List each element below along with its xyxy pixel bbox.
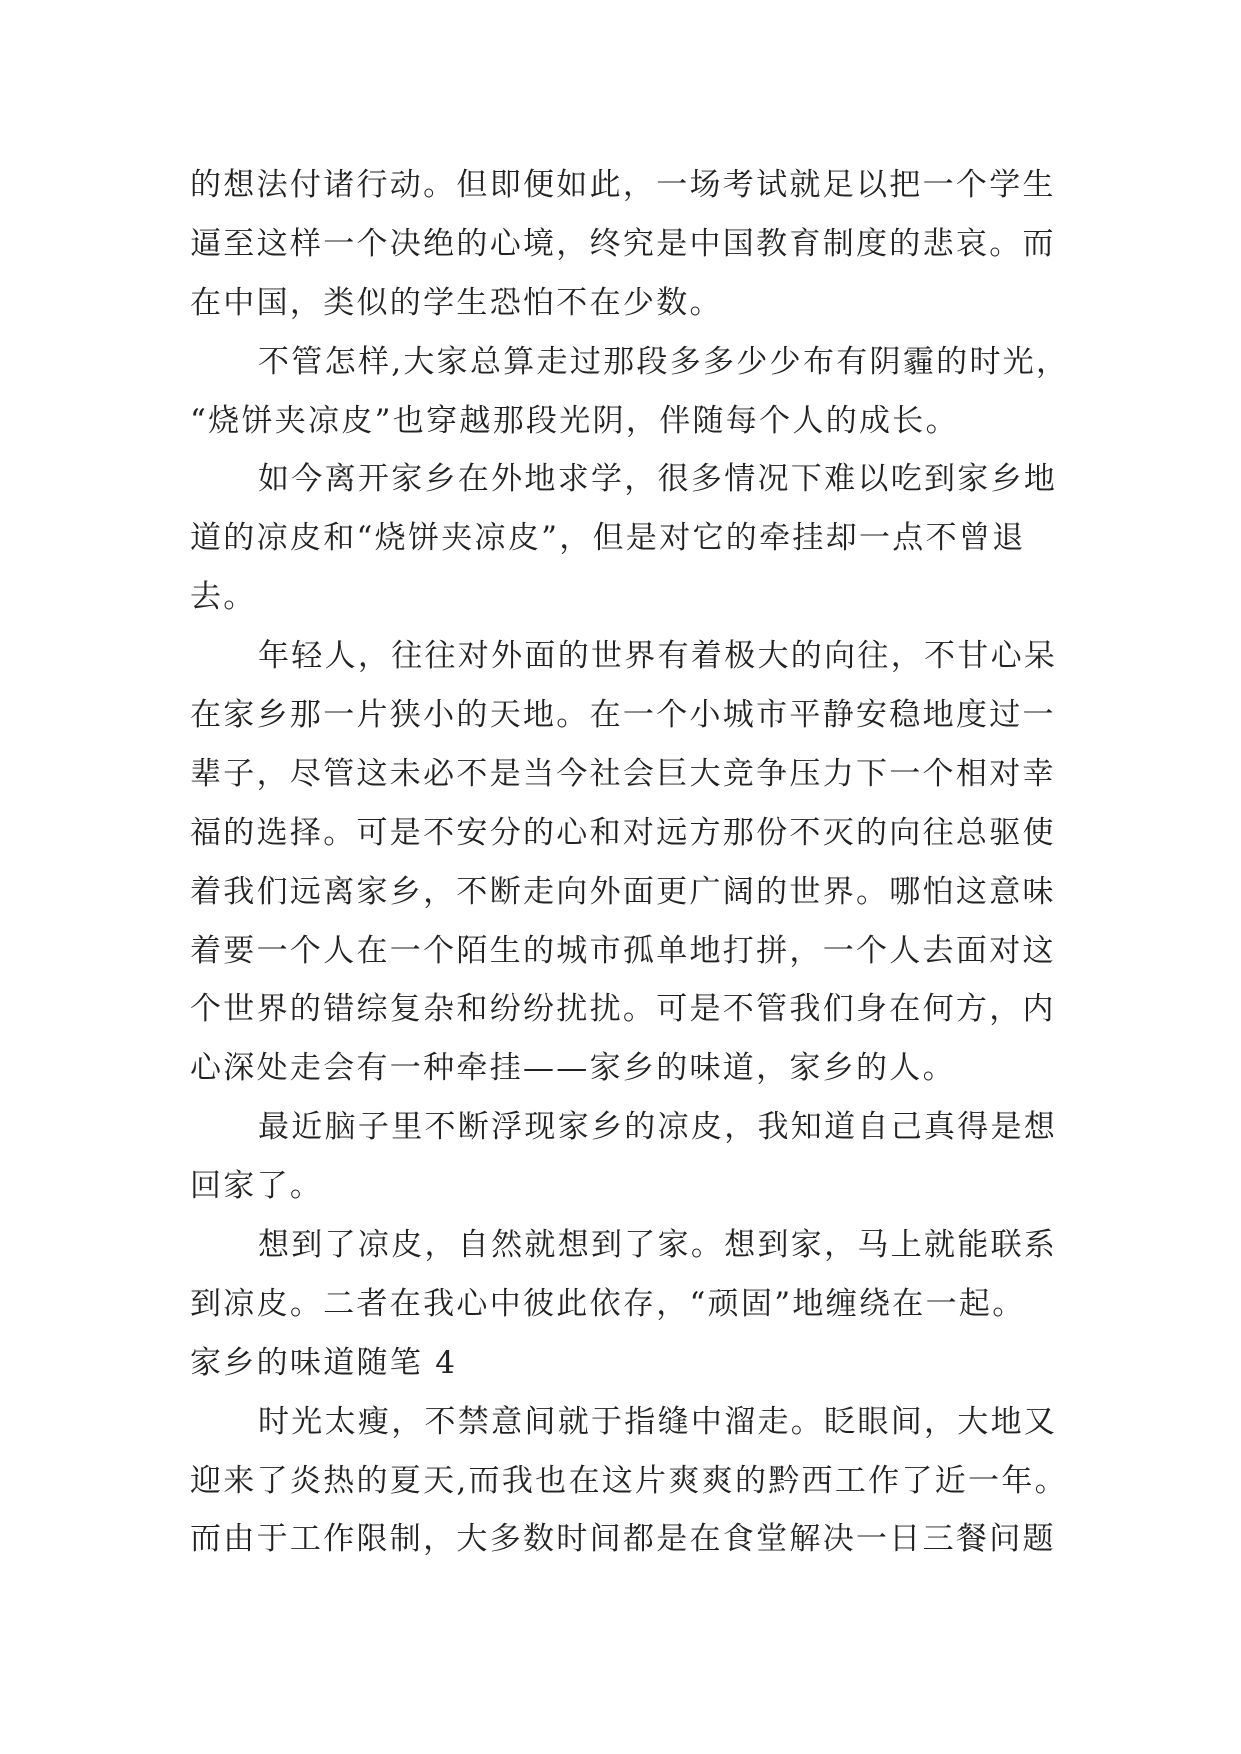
- body-text: [190, 156, 1070, 1569]
- text-line: “烧饼夹凉皮”也穿越那段光阴，伴随每个人的成长。: [190, 402, 959, 439]
- paragraph-start-line: 如今离开家乡在外地求学，很多情况下难以吃到家乡地: [258, 461, 1058, 498]
- section-heading: 家乡的味道随笔 4: [190, 1344, 458, 1381]
- paragraph-start-line: 年轻人，往往对外面的世界有着极大的向往，不甘心呆: [258, 638, 1058, 675]
- text-line: 着要一个人在一个陌生的城市孤单地打拼，一个人去面对这: [190, 932, 1056, 969]
- text-line: 回家了。: [190, 1168, 324, 1205]
- text-line: 的想法付诸行动。但即便如此，一场考试就足以把一个学生: [190, 167, 1056, 203]
- text-line: 逼至这样一个决绝的心境，终究是中国教育制度的悲哀。而: [190, 225, 1056, 262]
- text-line: 到凉皮。二者在我心中彼此依存，“顽固”地缠绕在一起。: [190, 1285, 1026, 1322]
- text-line: 辈子，尽管这未必不是当今社会巨大竞争压力下一个相对幸: [190, 755, 1056, 792]
- paragraph-start-line: 不管怎样,大家总算走过那段多多少少布有阴霾的时光，: [258, 343, 1070, 380]
- text-line: 福的选择。可是不安分的心和对远方那份不灭的向往总驱使: [190, 814, 1056, 851]
- text-line: 而由于工作限制，大多数时间都是在食堂解决一日三餐问题: [190, 1521, 1056, 1558]
- text-line: 迎来了炎热的夏天,而我也在这片爽爽的黔西工作了近一年。: [190, 1462, 1068, 1499]
- text-line: 道的凉皮和“烧饼夹凉皮”，但是对它的牵挂却一点不曾退: [190, 520, 1026, 557]
- text-line: 个世界的错综复杂和纷纷扰扰。可是不管我们身在何方，内: [190, 991, 1056, 1028]
- text-line: 着我们远离家乡，不断走向外面更广阔的世界。哪怕这意味: [190, 873, 1056, 910]
- text-line: 去。: [190, 579, 257, 616]
- paragraph-start-line: 最近脑子里不断浮现家乡的凉皮，我知道自己真得是想: [258, 1109, 1058, 1146]
- paragraph-start-line: 时光太瘦，不禁意间就于指缝中溜走。眨眼间，大地又: [258, 1403, 1058, 1440]
- text-line: 在家乡那一片狭小的天地。在一个小城市平静安稳地度过一: [190, 697, 1056, 734]
- paragraph-start-line: 想到了凉皮，自然就想到了家。想到家，马上就能联系: [258, 1227, 1058, 1264]
- text-line: 在中国，类似的学生恐怕不在少数。: [190, 284, 723, 321]
- text-line: 心深处走会有一种牵挂——家乡的味道，家乡的人。: [190, 1050, 956, 1087]
